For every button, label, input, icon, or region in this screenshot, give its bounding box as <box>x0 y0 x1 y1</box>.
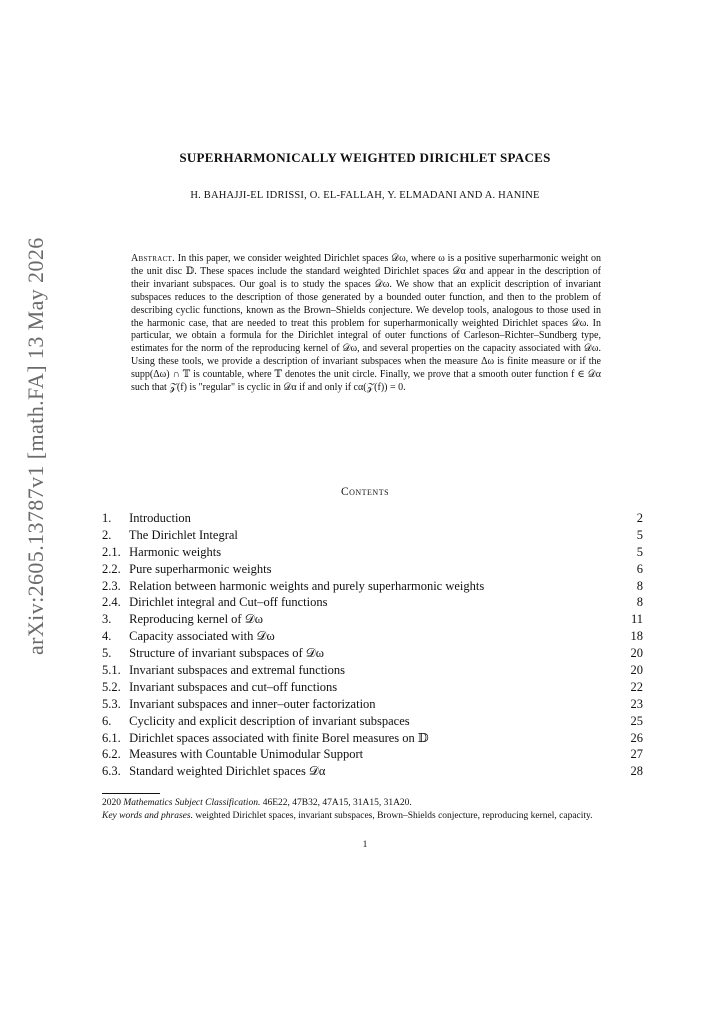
toc-entry-number: 5.1. <box>102 663 121 678</box>
toc-entry-number: 5.3. <box>102 696 121 711</box>
toc-entry-number: 2.3. <box>102 578 121 593</box>
toc-entry[interactable] <box>102 628 643 645</box>
toc-entry-number: 6. <box>102 713 112 728</box>
toc-entry-number: 5. <box>102 646 112 661</box>
msc-label: Mathematics Subject Classification. <box>123 798 261 808</box>
toc-entry[interactable] <box>102 730 643 747</box>
toc-entry[interactable] <box>102 611 643 628</box>
keywords-text: weighted Dirichlet spaces, invariant subspaces, Brown–Shields conjecture, reproducing kernel, capacity. <box>195 810 593 821</box>
toc-entry-number: 2. <box>102 527 112 542</box>
toc-entry-page: 6 <box>636 561 643 576</box>
page-number: 1 <box>362 840 368 850</box>
toc-entry[interactable] <box>102 594 643 611</box>
toc-entry-page: 8 <box>636 578 643 593</box>
abstract-label: Abstract. <box>131 253 175 264</box>
toc-entry-title: Structure of invariant subspaces of 𝒟ω <box>129 646 325 661</box>
toc-entry-page: 23 <box>630 696 643 711</box>
toc-entry-label <box>102 696 376 713</box>
toc-entry[interactable] <box>102 510 643 527</box>
toc-entry-title: Capacity associated with 𝒟ω <box>129 629 275 644</box>
toc-entry[interactable] <box>102 527 643 544</box>
toc-entry-page: 28 <box>630 764 643 779</box>
author-list: H. BAHAJJI-EL IDRISSI, O. EL-FALLAH, Y. ELMADANI AND A. HANINE <box>190 190 540 201</box>
toc-entry[interactable] <box>102 662 643 679</box>
toc-entry-page: 25 <box>630 713 643 728</box>
toc-entry-number: 1. <box>102 511 112 525</box>
footnote-rule <box>102 793 160 794</box>
toc-entry[interactable] <box>102 763 643 780</box>
toc-entry-number: 3. <box>102 612 112 627</box>
contents-heading: Contents <box>340 486 390 498</box>
toc-entry-label <box>102 662 345 679</box>
toc-entry-label <box>102 611 263 628</box>
toc-entry-title: Invariant subspaces and inner–outer factorization <box>129 696 376 711</box>
toc-entry-title: Pure superharmonic weights <box>129 561 272 576</box>
paper-title: SUPERHARMONICALLY WEIGHTED DIRICHLET SPACES <box>179 150 551 165</box>
toc-entry[interactable] <box>102 696 643 713</box>
toc-entry-number: 6.1. <box>102 730 121 745</box>
toc-entry-label <box>102 628 275 645</box>
table-of-contents <box>102 510 643 780</box>
toc-entry-number: 6.3. <box>102 764 121 779</box>
toc-entry-page: 20 <box>630 663 643 678</box>
keywords-label: Key words and phrases. <box>102 810 193 821</box>
toc-entry-title: Standard weighted Dirichlet spaces 𝒟α <box>129 764 326 779</box>
toc-entry[interactable] <box>102 561 643 578</box>
toc-entry-title: Relation between harmonic weights and purely superharmonic weights <box>129 578 485 593</box>
toc-entry-title: Measures with Countable Unimodular Support <box>129 747 364 762</box>
toc-entry-number: 2.4. <box>102 595 121 610</box>
toc-entry-page: 8 <box>636 595 643 610</box>
toc-entry-page: 27 <box>630 747 643 762</box>
toc-entry-number: 2.1. <box>102 544 121 559</box>
toc-entry-label <box>102 527 238 544</box>
abstract <box>131 253 601 395</box>
toc-entry-label <box>102 561 271 578</box>
arxiv-stamp: arXiv:2605.13787v1 [math.FA] 13 May 2026 <box>23 237 48 655</box>
toc-entry-number: 6.2. <box>102 747 121 762</box>
toc-entry-title: Reproducing kernel of 𝒟ω <box>129 612 263 627</box>
toc-entry-title: The Dirichlet Integral <box>128 527 238 542</box>
footnotes <box>88 797 643 822</box>
toc-entry[interactable] <box>102 578 643 595</box>
toc-entry-page: 26 <box>630 730 643 745</box>
toc-entry-label <box>102 578 484 595</box>
toc-entry[interactable] <box>102 544 643 561</box>
toc-entry-title: Invariant subspaces and cut–off functions <box>129 679 338 694</box>
toc-entry-label <box>102 746 363 763</box>
toc-entry[interactable] <box>102 746 643 763</box>
toc-entry-label <box>102 763 325 780</box>
toc-entry-title: Dirichlet spaces associated with finite Borel measures on 𝔻 <box>129 730 429 745</box>
toc-entry-label <box>102 510 191 527</box>
toc-entry-page: 11 <box>630 612 643 627</box>
toc-entry-page: 20 <box>630 646 643 661</box>
toc-entry-page: 22 <box>630 679 643 694</box>
toc-entry-label <box>102 594 327 611</box>
msc-year: 2020 <box>102 798 121 808</box>
toc-entry-page: 5 <box>636 544 643 559</box>
toc-entry-label <box>102 544 221 561</box>
toc-entry-label <box>102 730 429 747</box>
toc-entry-label <box>102 645 324 662</box>
toc-entry-page: 5 <box>636 527 643 542</box>
toc-entry-title: Cyclicity and explicit description of invariant subspaces <box>129 713 410 728</box>
toc-entry-number: 5.2. <box>102 679 121 694</box>
msc-codes: 46E22, 47B32, 47A15, 31A15, 31A20. <box>262 798 412 808</box>
toc-entry-title: Introduction <box>129 511 191 525</box>
toc-entry-number: 4. <box>102 629 112 644</box>
toc-entry-page: 18 <box>630 629 643 644</box>
toc-entry-title: Harmonic weights <box>129 544 222 559</box>
abstract-text: In this paper, we consider weighted Dirichlet spaces 𝒟ω, where ω is a positive superharmonic weight on the unit disc 𝔻. These spaces include the standard weighted Dirichlet spaces 𝒟α and appear in the description of their invariant subspaces. Our goal is to study the spaces 𝒟ω. We show that an explicit description of invariant subspaces reduces to the description of those generated by a bounded outer function, and then to the problem of describing cyclic functions, known as the Brown–Shields conjecture. We develop tools, analogous to those used in the harmonic case, that are needed to treat this problem for superharmonically weighted Dirichlet spaces 𝒟ω. In particular, we obtain a formula for the Dirichlet integral of outer functions of Carleson–Richter–Sundberg type, estimates for the norm of the reproducing kernel of 𝒟ω, and several properties on the capacity associated with 𝒟ω. Using these tools, we provide a description of invariant subspaces when the measure Δω is finite measure or if the supp(Δω) ∩ 𝕋 is countable, where 𝕋 denotes the unit circle. Finally, we prove that a smooth outer function f ∈ 𝒟α such that 𝒵(f) is "regular" is cyclic in 𝒟α if and only if cα(𝒵(f)) = 0. <box>131 253 602 394</box>
toc-entry-label <box>102 713 410 730</box>
msc-footnote <box>88 797 643 810</box>
toc-entry-label <box>102 679 337 696</box>
toc-entry[interactable] <box>102 645 643 662</box>
toc-entry[interactable] <box>102 713 643 730</box>
toc-entry[interactable] <box>102 679 643 696</box>
toc-entry-number: 2.2. <box>102 561 121 576</box>
toc-entry-title: Dirichlet integral and Cut–off functions <box>129 595 328 610</box>
toc-entry-page: 2 <box>636 511 643 525</box>
toc-entry-title: Invariant subspaces and extremal functions <box>129 663 346 678</box>
keywords-footnote <box>88 810 643 823</box>
